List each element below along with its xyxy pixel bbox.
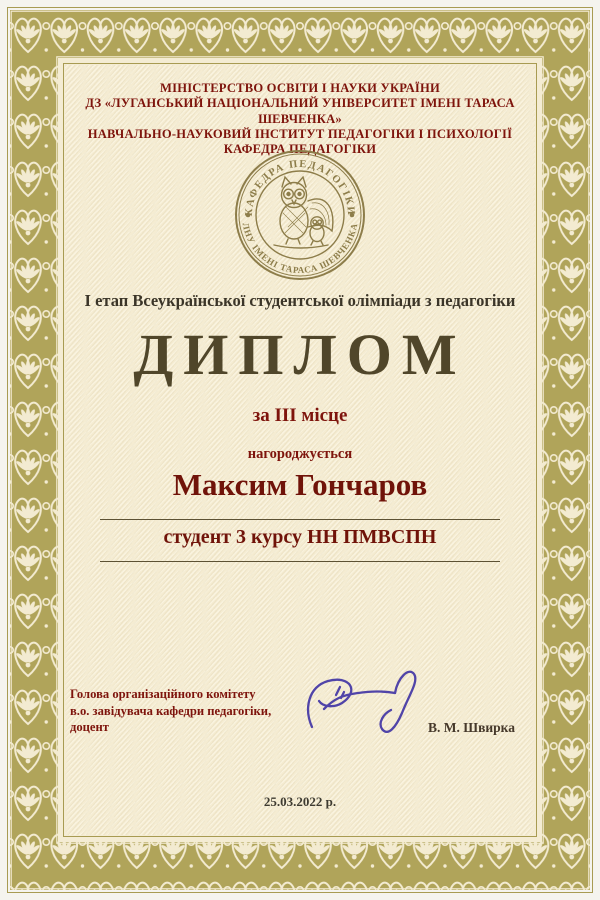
handwritten-signature: [298, 665, 433, 750]
place-line: за ІІІ місце: [252, 405, 348, 426]
header-line-institute: НАВЧАЛЬНО-НАУКОВИЙ ІНСТИТУТ ПЕДАГОГІКИ І ПСИХОЛОГІЇ: [87, 127, 513, 142]
signatory-position-line1: Голова організаційного комітету: [70, 687, 256, 701]
owl-emblem: [274, 177, 333, 248]
recipient-role: студент 3 курсу НН ПМВСПН: [163, 526, 437, 548]
department-seal: [225, 140, 375, 290]
name-underline: [100, 519, 500, 520]
diploma-title: ДИПЛОМ: [133, 322, 467, 387]
awarded-label: нагороджується: [247, 446, 353, 462]
header-line-ministry: МІНІСТЕРСТВО ОСВІТИ І НАУКИ УКРАЇНИ: [160, 81, 440, 95]
seal-top-text: КАФЕДРА ПЕДАГОГІКИ: [243, 158, 357, 217]
recipient-name: Максим Гончаров: [172, 467, 428, 502]
signatory-name: В. М. Швирка: [428, 720, 515, 735]
signatory-position-block: [70, 686, 271, 736]
certificate-content: [65, 65, 535, 835]
issue-date: 25.03.2022 р.: [263, 794, 337, 809]
header-line-university: ДЗ «ЛУГАНСЬКИЙ НАЦІОНАЛЬНИЙ УНІВЕРСИТЕТ ІМЕНІ ТАРАСА ШЕВЧЕНКА»: [85, 96, 515, 126]
event-title: І етап Всеукраїнської студентської олімпіади з педагогіки: [84, 291, 516, 310]
signatory-position-line3: доцент: [70, 720, 109, 735]
header-line-department: КАФЕДРА ПЕДАГОГІКИ: [223, 142, 377, 157]
seal-bottom-text: ЛНУ ІМЕНІ ТАРАСА ШЕВЧЕНКА: [240, 221, 360, 276]
signatory-position-line2: в.о. завідувача кафедри педагогіки,: [70, 703, 272, 718]
role-underline: [100, 561, 500, 562]
